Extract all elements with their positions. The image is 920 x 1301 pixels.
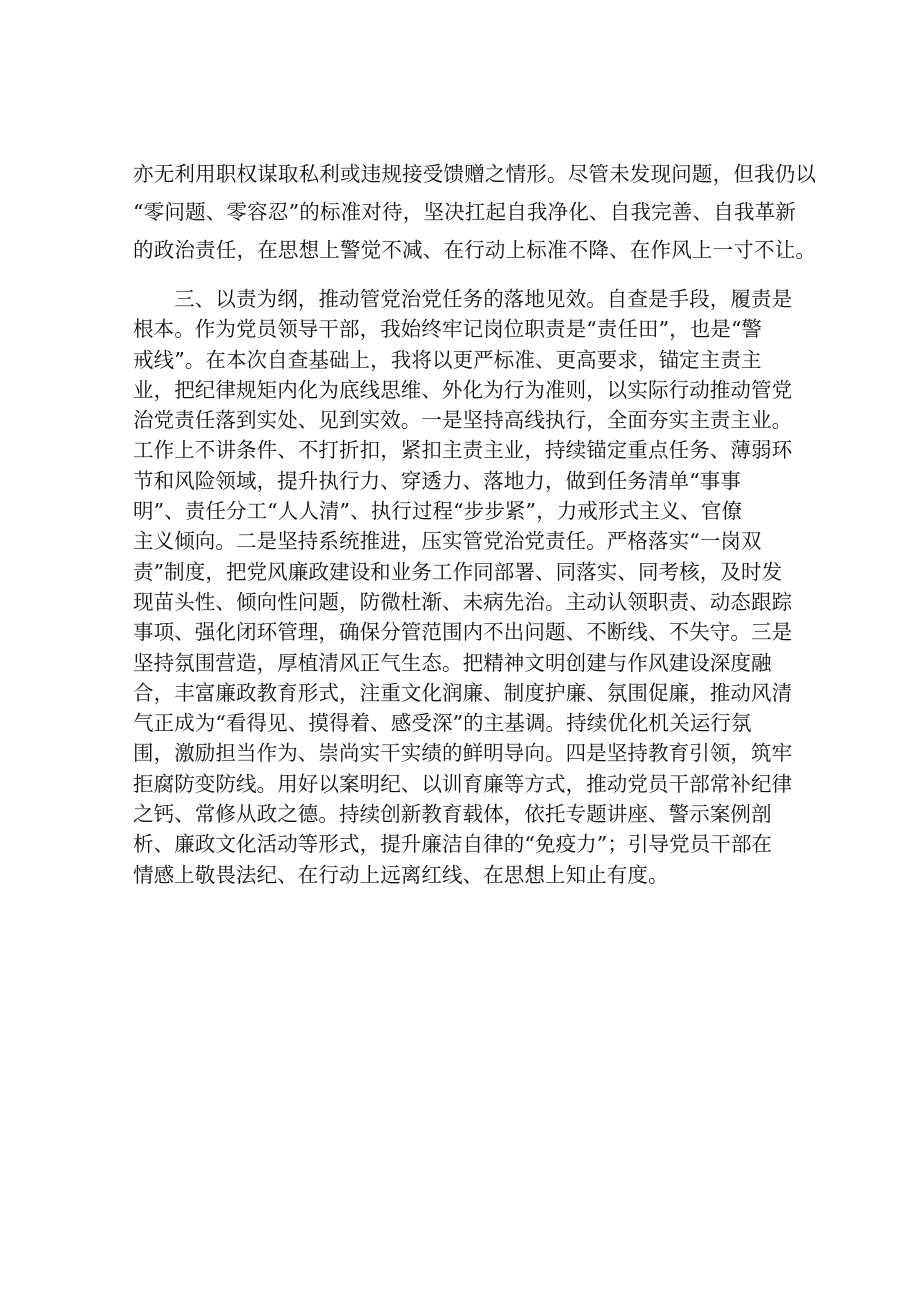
text-line: 治党责任落到实处、见到实效。一是坚持高线执行，全面夯实主责主业。 (133, 408, 793, 433)
text-line: 责”制度，把党风廉政建设和业务工作同部署、同落实、同考核，及时发 (133, 559, 783, 584)
text-line: 析、廉政文化活动等形式，提升廉洁自律的“免疫力”；引导党员干部在 (133, 832, 773, 857)
text-line: 业，把纪律规矩内化为底线思维、外化为行为准则，以实际行动推动管党 (133, 377, 793, 402)
text-line: 节和风险领域，提升执行力、穿透力、落地力，做到任务清单“事事 (133, 468, 741, 493)
text-line: 气正成为“看得见、摸得着、感受深”的主基调。持续优化机关运行氛 (133, 711, 752, 736)
text-line: 主义倾向。二是坚持系统推进，压实管党治党责任。严格落实“一岗双 (133, 529, 762, 554)
text-line: 明”、责任分工“人人清”、执行过程“步步紧”，力戒形式主义、官僚 (133, 499, 743, 524)
text-line: 亦无利用职权谋取私利或违规接受馈赠之情形。尽管未发现问题，但我仍以 (133, 162, 817, 186)
text-line: “零问题、零容忍”的标准对待，坚决扛起自我净化、自我完善、自我革新 (133, 200, 797, 224)
text-line: 三、以责为纲，推动管党治党任务的落地见效。自查是手段，履责是 (133, 287, 793, 311)
text-line: 现苗头性、倾向性问题，防微杜渐、未病先治。主动认领职责、动态跟踪 (133, 589, 793, 614)
text-line: 坚持氛围营造，厚植清风正气生态。把精神文明创建与作风建设深度融 (133, 650, 772, 675)
paragraph-section-3 (133, 284, 803, 890)
text-line: 之钙、常修从政之德。持续创新教育载体，依托专题讲座、警示案例剖 (133, 802, 772, 827)
text-line: 的政治责任，在思想上警觉不减、在行动上标准不降、在作风上一寸不让。 (133, 238, 817, 262)
text-line: 工作上不讲条件、不打折扣，紧扣主责主业，持续锚定重点任务、薄弱环 (133, 438, 793, 463)
text-line: 围，激励担当作为、崇尚实干实绩的鲜明导向。四是坚持教育引领，筑牢 (133, 741, 793, 766)
paragraph-continued (133, 155, 817, 269)
text-line: 情感上敬畏法纪、在行动上远离红线、在思想上知止有度。 (133, 862, 669, 887)
text-line: 合，丰富廉政教育形式，注重文化润廉、制度护廉、氛围促廉，推动风清 (133, 680, 793, 705)
text-line: 事项、强化闭环管理，确保分管范围内不出问题、不断线、不失守。三是 (133, 620, 793, 645)
text-line: 戒线”。在本次自查基础上，我将以更严标准、更高要求，锚定主责主 (133, 347, 762, 372)
text-line: 根本。作为党员领导干部，我始终牢记岗位职责是“责任田”，也是“警 (133, 317, 763, 342)
text-line: 拒腐防变防线。用好以案明纪、以训育廉等方式，推动党员干部常补纪律 (133, 771, 793, 796)
